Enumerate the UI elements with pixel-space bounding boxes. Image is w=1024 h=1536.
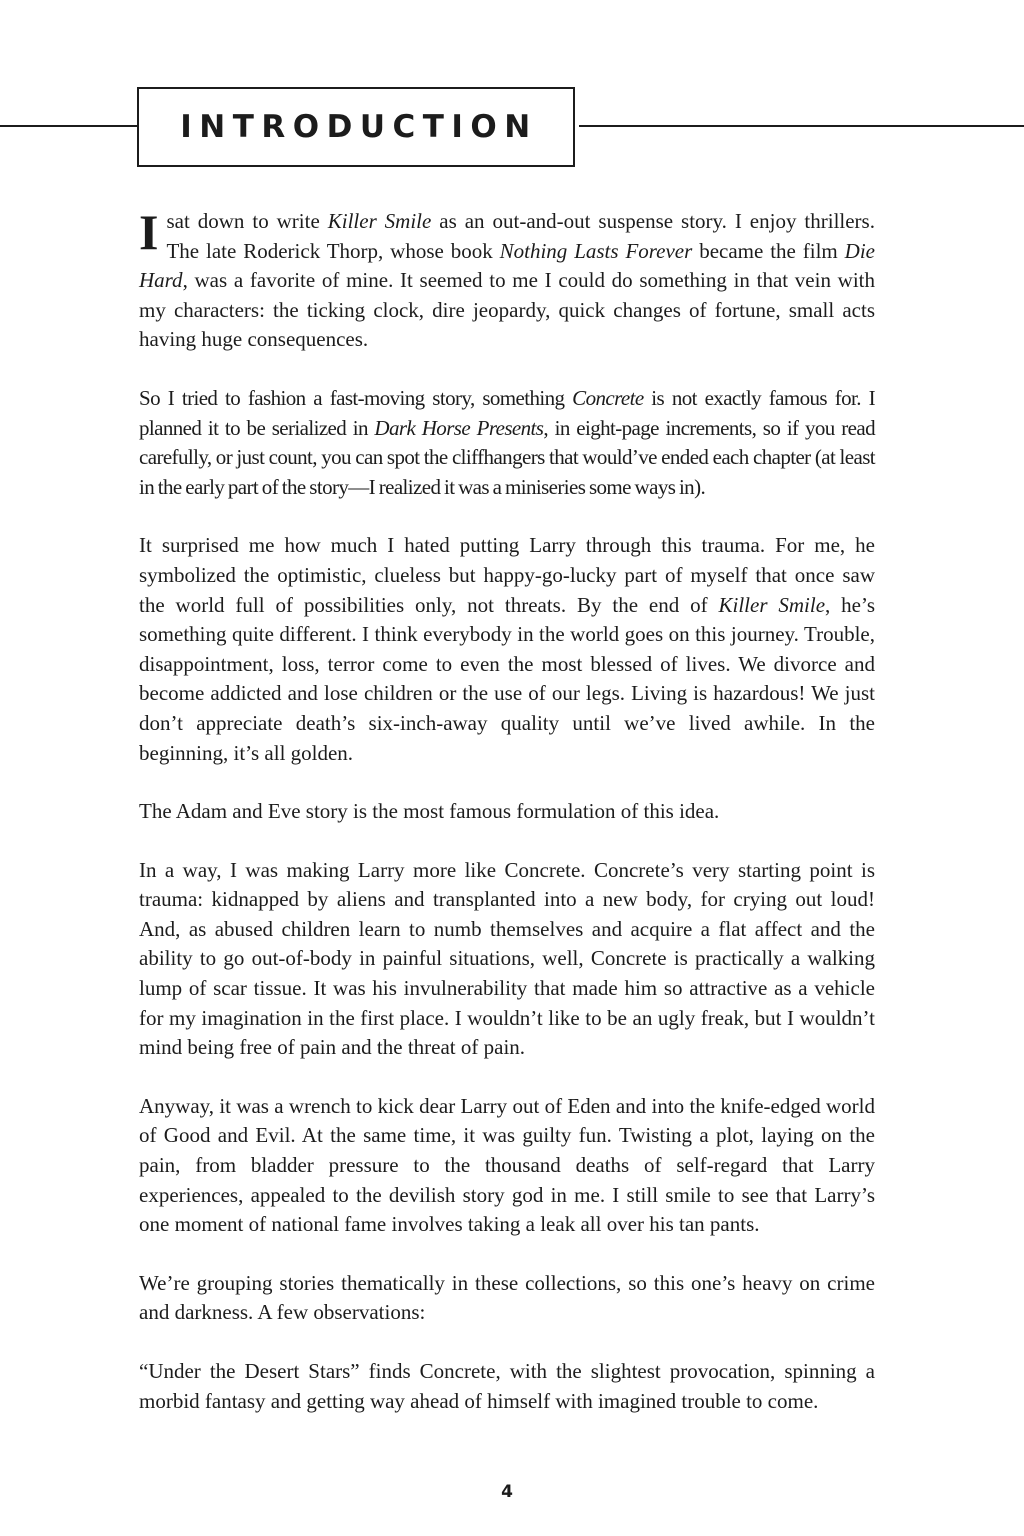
chapter-title: INTRODUCTION — [180, 109, 538, 145]
title-nothing-lasts-forever: Nothing Lasts Forever — [499, 238, 693, 263]
drop-cap: I — [139, 204, 159, 260]
chapter-title-box — [137, 87, 575, 167]
header-rule-right — [579, 125, 1024, 127]
title-concrete: Concrete — [572, 385, 644, 410]
paragraph-7: We’re grouping stories thematically in these collections, so this one’s heavy on crime and darkness. A few observations: — [139, 1270, 875, 1325]
body-text — [139, 204, 876, 1445]
paragraph-6: Anyway, it was a wrench to kick dear Larry out of Eden and into the knife-edged world of Good and Evil. At the same time, it was guilty fun. Twisting a plot, laying on the pain, from bladder pressure to the thousand deaths of self-regard that Larry experiences, appealed to the devilish story god in me. I still smile to see that Larry’s one moment of national fame involves taking a leak all over his tan pants. — [139, 1093, 875, 1237]
paragraph-3: It surprised me how much I hated putting Larry through this trauma. For me, he symbolized the optimistic, clueless but happy-go-lucky part of myself that once saw the world full of possibilities only, not threats. By the end of Killer Smile, he’s something quite different. I think everybody in the world goes on this journey. Trouble, disappointment, loss, terror come to even the most blessed of lives. We divorce and become addicted and lose children or the use of our legs. Living is hazardous! We just don’t appreciate death’s six-inch-away quality until we’ve lived awhile. In the beginning, it’s all golden. — [139, 533, 876, 765]
title-dark-horse-presents: Dark Horse Presents — [374, 415, 544, 440]
title-killer-smile-2: Killer Smile — [718, 592, 826, 617]
page-number: 4 — [501, 1482, 513, 1502]
title-killer-smile: Killer Smile — [327, 209, 432, 233]
paragraph-2: So I tried to fashion a fast-moving story, something Concrete is not exactly famous for. I planned it to be serialized in Dark Horse Presents, in eight-page increments, so if you read carefully, or just count, you can spot the cliffhangers that would’ve ended each chapter (at least in the early part of the story—I realized it was a miniseries some ways in). — [139, 385, 875, 499]
paragraph-8: “Under the Desert Stars” finds Concrete, with the slightest provocation, spinning a morbid fantasy and getting way ahead of himself with imagined trouble to come. — [139, 1359, 875, 1413]
header-rule-left — [0, 125, 137, 127]
paragraph-5: In a way, I was making Larry more like Concrete. Concrete’s very starting point is trauma: kidnapped by aliens and transplanted into a new body, for crying out loud! And, as abused children learn to numb themselves and acquire a flat affect and the ability to go out-of-body in painful situations, well, Concrete is practically a walking lump of scar tissue. It was his invulnerability that made him so attractive as a vehicle for my imagination in the first place. I wouldn’t like to be an ugly freak, but I wouldn’t mind being free of pain and the threat of pain. — [139, 857, 875, 1060]
paragraph-1: I sat down to write Killer Smile as an out-and-out suspense story. I enjoy thrillers. The late Roderick Thorp, whose book Nothing Lasts Forever became the film Die Hard, was a favorite of mine. It seemed to me I could do something in that vein with my characters: the ticking clock, dire jeopardy, quick changes of fortune, small acts having huge consequences. — [139, 204, 875, 352]
paragraph-4: The Adam and Eve story is the most famous formulation of this idea. — [139, 799, 720, 824]
title-die-hard: Die Hard — [139, 238, 875, 293]
